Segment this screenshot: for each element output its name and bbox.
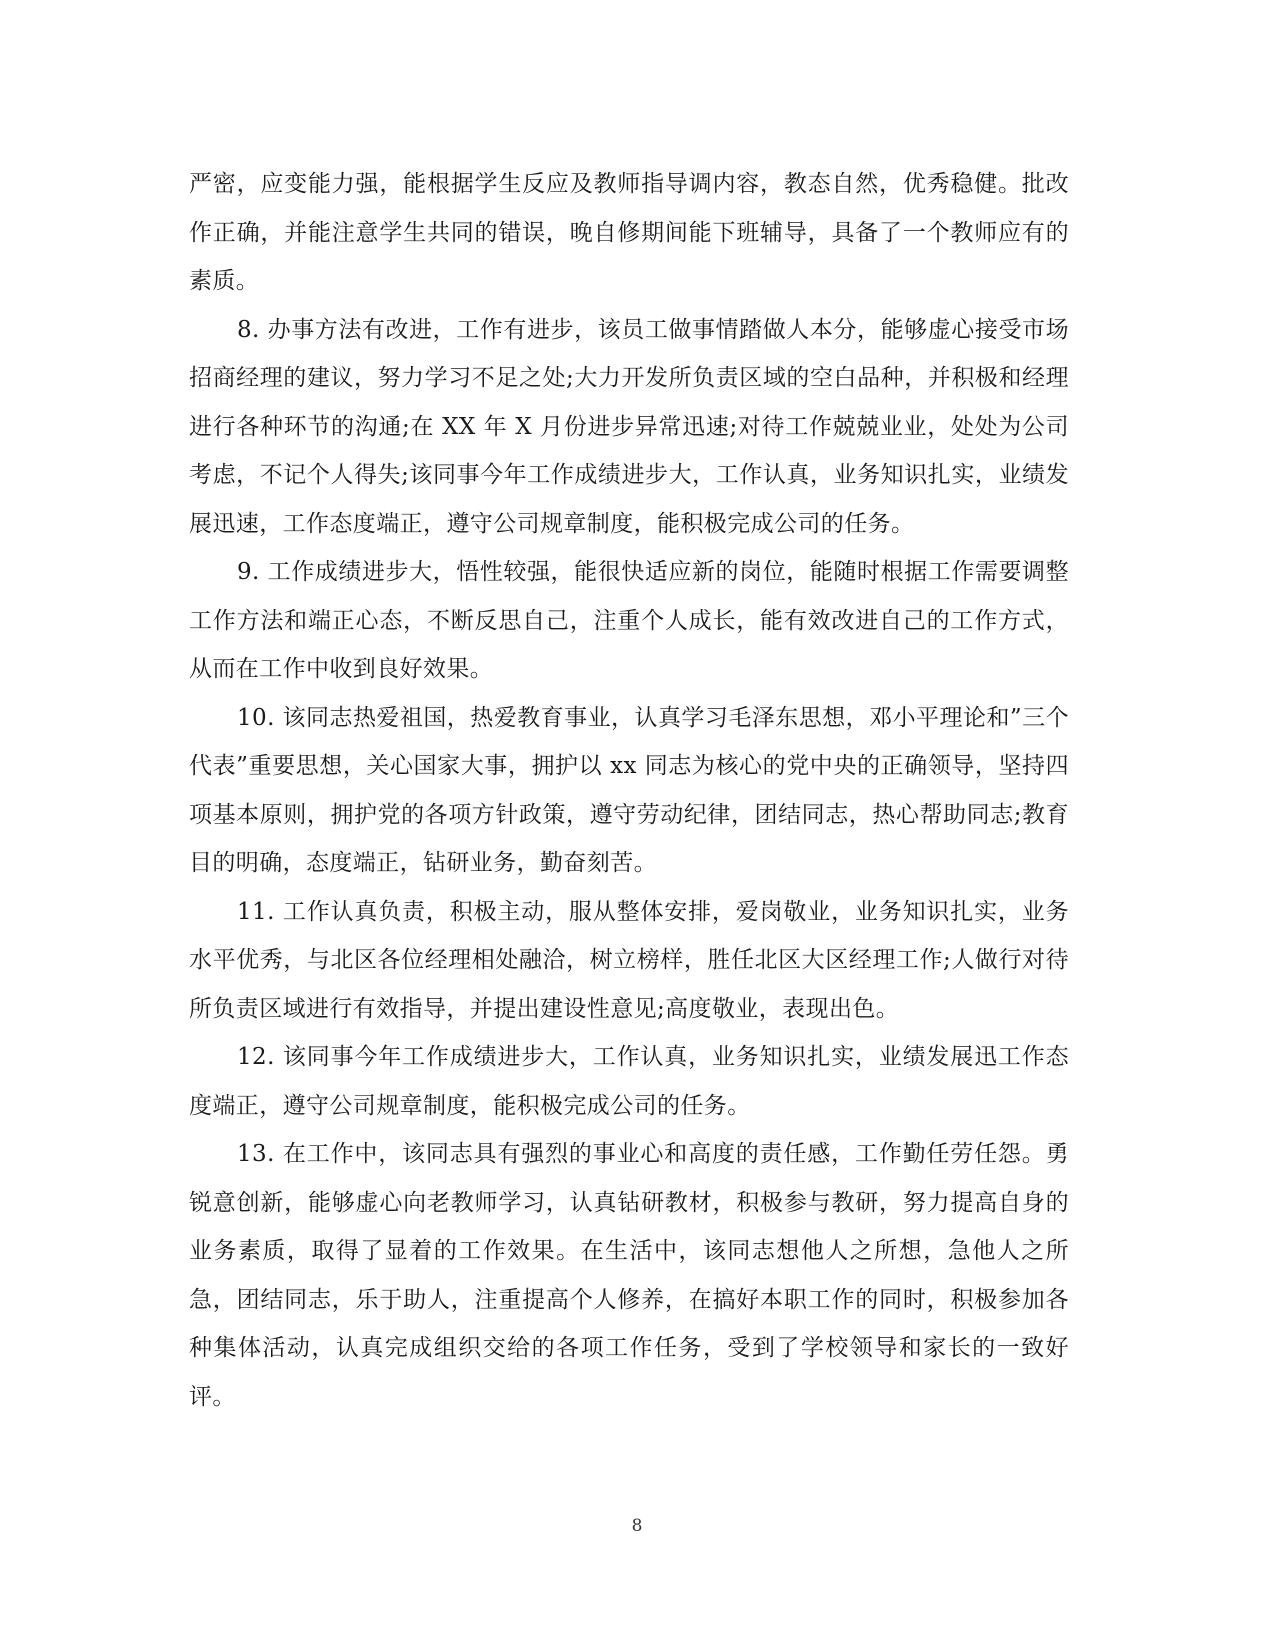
paragraph-item-8: 8. 办事方法有改进，工作有进步，该员工做事情踏做人本分，能够虚心接受市场招商经理的建议，努力学习不足之处;大力开发所负责区域的空白品种，并积极和经理进行各种环节的沟通;在 XX 年 X 月份进步异常迅速;对待工作兢兢业业，处处为公司考虑，不记个人得失;该同事今年工作成绩进步大，工作认真，业务知识扎实，业绩发展迅速，工作态度端正，遵守公司规章制度，能积极完成公司的任务。 bbox=[189, 316, 1069, 537]
paragraph-item-10: 10. 该同志热爱祖国，热爱教育事业，认真学习毛泽东思想，邓小平理论和”三个代表”重要思想，关心国家大事，拥护以 xx 同志为核心的党中央的正确领导，坚持四项基本原则，拥护党的各项方针政策，遵守劳动纪律，团结同志，热心帮助同志;教育目的明确，态度端正，钻研业务，勤奋刻苦。 bbox=[189, 704, 1069, 876]
paragraph-item-12: 12. 该同事今年工作成绩进步大，工作认真，业务知识扎实，业绩发展迅工作态度端正，遵守公司规章制度，能积极完成公司的任务。 bbox=[189, 1044, 1069, 1119]
paragraph-continuation: 严密，应变能力强，能根据学生反应及教师指导调内容，教态自然，优秀稳健。批改作正确，并能注意学生共同的错误，晚自修期间能下班辅导，具备了一个教师应有的素质。 bbox=[189, 171, 1069, 294]
paragraph-item-11: 11. 工作认真负责，积极主动，服从整体安排，爱岗敬业，业务知识扎实，业务水平优秀，与北区各位经理相处融洽，树立榜样，胜任北区大区经理工作;人做行对待所负责区域进行有效指导，并提出建设性意见;高度敬业，表现出色。 bbox=[189, 898, 1069, 1022]
paragraph-item-9: 9. 工作成绩进步大，悟性较强，能很快适应新的岗位，能随时根据工作需要调整工作方法和端正心态，不断反思自己，注重个人成长，能有效改进自己的工作方式，从而在工作中收到良好效果。 bbox=[189, 559, 1069, 682]
body-text bbox=[189, 160, 1069, 1421]
page-number: 8 bbox=[631, 1516, 643, 1536]
paragraph-item-13: 13. 在工作中，该同志具有强烈的事业心和高度的责任感，工作勤任劳任怨。勇锐意创新，能够虚心向老教师学习，认真钻研教材，积极参与教研，努力提高自身的业务素质，取得了显着的工作效果。在生活中，该同志想他人之所想，急他人之所急，团结同志，乐于助人，注重提高个人修养，在搞好本职工作的同时，积极参加各种集体活动，认真完成组织交给的各项工作任务，受到了学校领导和家长的一致好评。 bbox=[189, 1141, 1069, 1410]
